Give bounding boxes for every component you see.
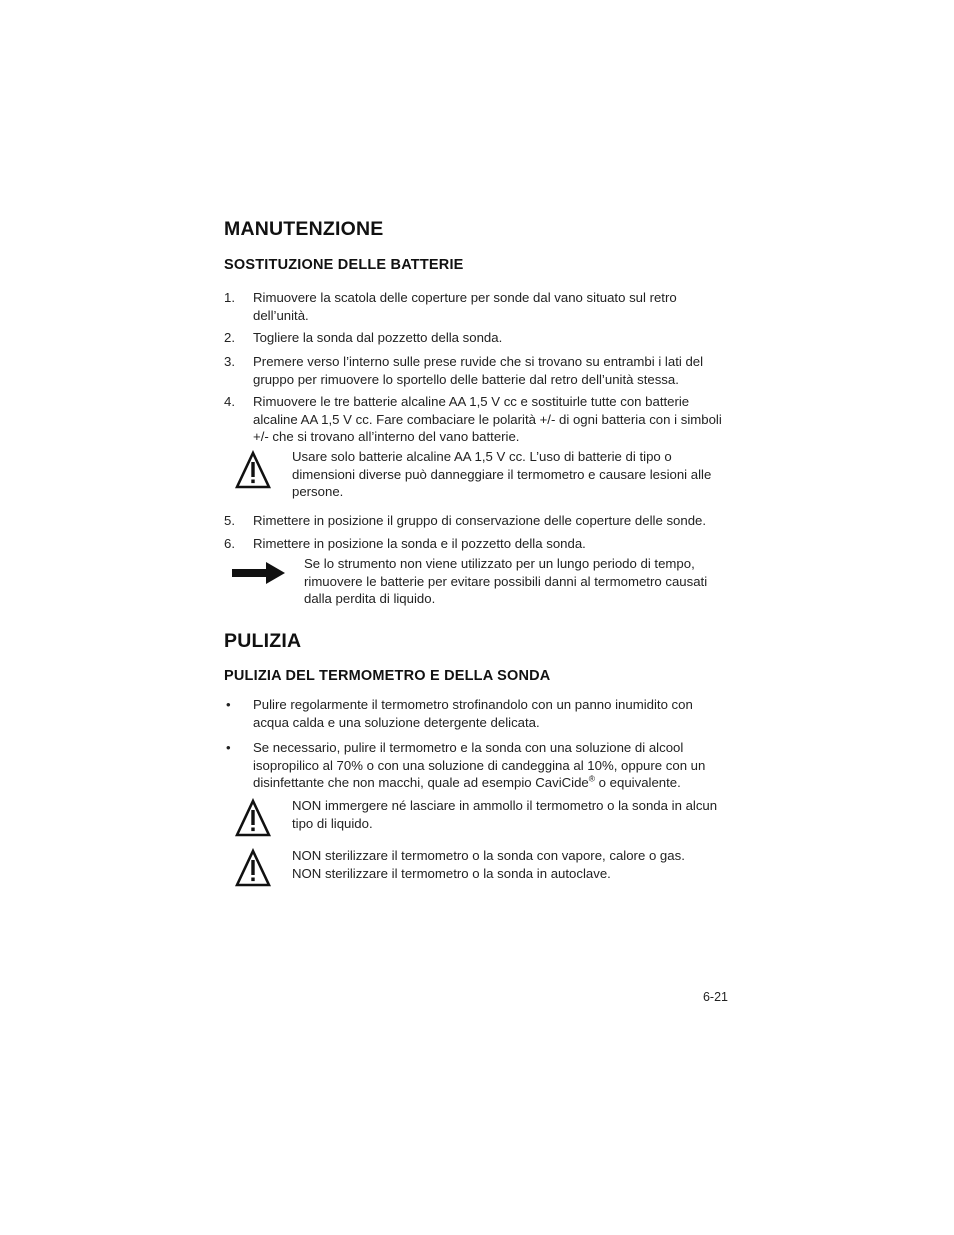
page-number: 6-21 [702,990,728,1004]
step-text: Rimettere in posizione il gruppo di conservazione delle coperture delle sonde. [253,513,707,528]
step-number: 4. [224,394,235,409]
bullet-marker: • [226,740,231,755]
bullet-text: Pulire regolarmente il termometro strofinandolo con un panno inumidito con acqua calda e una soluzione detergente delicata. [253,697,693,730]
step-number: 6. [224,536,235,551]
warning-icon [235,848,271,888]
step-number: 1. [224,290,235,305]
step-text: Rimuovere le tre batterie alcaline AA 1,5 V cc e sostituirle tutte con batterie alcaline AA 1,5 V cc. Fare combaciare le polarità +/- di ogni batteria con i simboli +/- che si trovano all’interno del vano batterie. [253,394,722,444]
storage-note-text: Se lo strumento non viene utilizzato per un lungo periodo di tempo, rimuovere le batterie per evitare possibili danni al termometro causati dalla perdita di liquido. [304,556,708,606]
immersion-warning-text: NON immergere né lasciare in ammollo il termometro o la sonda in alcun tipo di liquido. [292,798,718,831]
arrow-right-icon [232,561,286,585]
step-text: Premere verso l’interno sulle prese ruvide che si trovano su entrambi i lati del gruppo per rimuovere lo sportello delle batterie dal retro dell’unità stessa. [253,354,704,387]
sterilization-warning-text [292,847,732,882]
step-text: Togliere la sonda dal pozzetto della sonda. [253,330,503,345]
step-number: 3. [224,354,235,369]
warning-icon [235,798,271,838]
sterilization-warning-line-1: NON sterilizzare il termometro o la sonda con vapore, calore o gas. [292,848,685,863]
subsection-title-termometro-sonda: PULIZIA DEL TERMOMETRO E DELLA SONDA [224,668,551,684]
section-title-manutenzione: MANUTENZIONE [224,218,384,240]
registered-mark: ® [588,773,596,784]
battery-warning-text: Usare solo batterie alcaline AA 1,5 V cc. L’uso di batterie di tipo o dimensioni diverse può danneggiare il termometro e causare lesioni alle persone. [292,449,712,499]
step-number: 5. [224,513,235,528]
step-text: Rimuovere la scatola delle coperture per sonde dal vano situato sul retro dell’unità. [253,290,677,323]
bullet-text [253,739,731,792]
bullet-marker: • [226,697,231,712]
step-text: Rimettere in posizione la sonda e il pozzetto della sonda. [253,536,586,551]
subsection-title-batterie: SOSTITUZIONE DELLE BATTERIE [224,257,464,273]
bullet-text-end: o equivalente. [595,775,681,790]
step-number: 2. [224,330,235,345]
warning-icon [235,450,271,490]
bullet-text-main: Se necessario, pulire il termometro e la sonda con una soluzione di alcool isopropilico al 70% o con una soluzione di candeggina al 10%, oppure con un disinfettante che non macchi, quale ad esempio CaviCide [253,740,706,790]
sterilization-warning-line-2: NON sterilizzare il termometro o la sonda in autoclave. [292,865,611,881]
section-title-pulizia: PULIZIA [224,630,302,652]
